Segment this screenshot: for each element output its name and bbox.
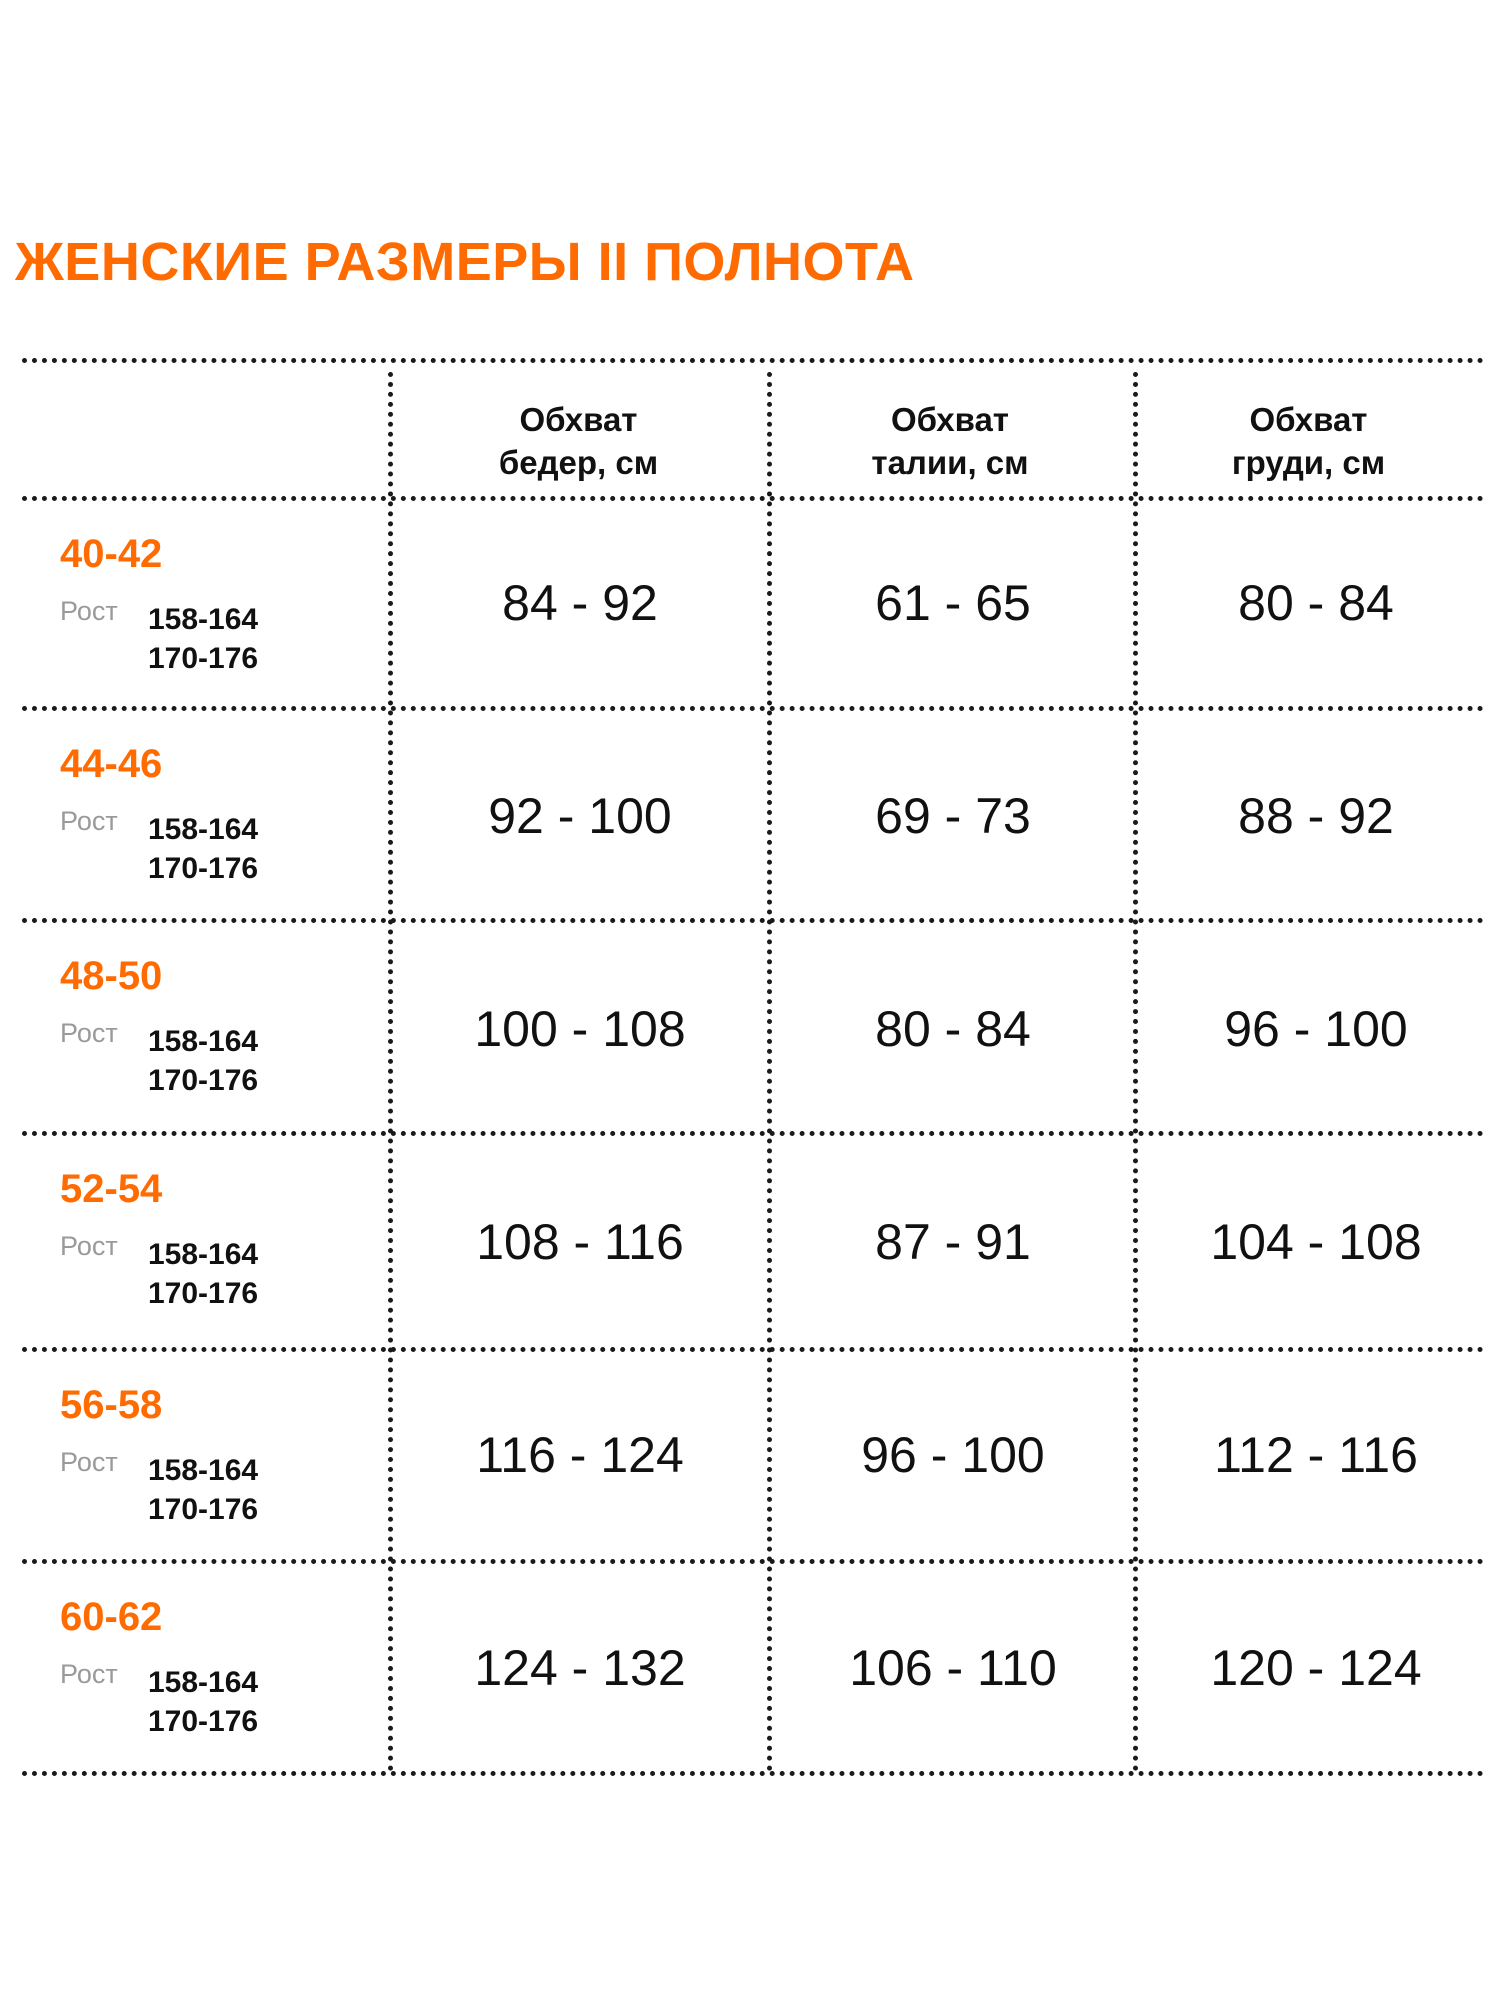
measurement-waist: 106 - 110	[849, 1640, 1057, 1696]
size-label: 56-58	[60, 1383, 163, 1427]
growth-value: 170-176	[148, 1705, 259, 1738]
measurement-chest: 120 - 124	[1210, 1640, 1422, 1696]
growth-info	[60, 804, 380, 884]
measurement-hips: 92 - 100	[488, 788, 672, 844]
measurement-chest: 112 - 116	[1214, 1427, 1418, 1483]
size-row-label	[60, 1381, 380, 1525]
size-label: 44-46	[60, 742, 163, 786]
growth-info	[60, 594, 380, 674]
growth-value: 158-164	[148, 1666, 259, 1699]
column-divider	[767, 372, 772, 1772]
row-divider	[22, 1131, 1484, 1136]
header-line: Обхват	[519, 401, 638, 438]
growth-value: 158-164	[148, 1238, 259, 1271]
growth-value: 158-164	[148, 1454, 259, 1487]
growth-label: Рост	[60, 806, 118, 836]
growth-value: 170-176	[148, 1064, 259, 1097]
growth-value: 170-176	[148, 642, 259, 675]
growth-info	[60, 1016, 380, 1096]
row-divider	[22, 706, 1484, 711]
growth-values	[148, 1022, 258, 1100]
growth-values	[148, 1663, 258, 1741]
measurement-chest: 104 - 108	[1210, 1214, 1422, 1270]
growth-values	[148, 810, 258, 888]
growth-info	[60, 1229, 380, 1309]
growth-values	[148, 1451, 258, 1529]
size-row-label	[60, 740, 380, 884]
page-title: ЖЕНСКИЕ РАЗМЕРЫ II ПОЛНОТА	[15, 232, 915, 292]
measurement-waist: 87 - 91	[875, 1214, 1031, 1270]
header-hips	[390, 386, 767, 496]
header-chest	[1133, 386, 1484, 496]
growth-info	[60, 1445, 380, 1525]
measurement-chest: 80 - 84	[1238, 575, 1394, 631]
growth-label: Рост	[60, 1659, 118, 1689]
growth-value: 158-164	[148, 813, 259, 846]
row-divider	[22, 358, 1484, 363]
size-row-label	[60, 952, 380, 1096]
size-label: 40-42	[60, 532, 163, 576]
column-divider	[1133, 372, 1138, 1772]
header-line: Обхват	[891, 401, 1009, 438]
header-line: груди, см	[1231, 444, 1386, 481]
row-divider	[22, 1771, 1484, 1776]
row-divider	[22, 1347, 1484, 1352]
measurement-waist: 80 - 84	[875, 1001, 1031, 1057]
header-waist	[767, 386, 1133, 496]
row-divider	[22, 496, 1484, 501]
measurement-waist: 96 - 100	[861, 1427, 1045, 1483]
header-line: бедер, см	[498, 444, 659, 481]
growth-info	[60, 1657, 380, 1737]
measurement-hips: 116 - 124	[476, 1427, 684, 1483]
growth-value: 158-164	[148, 1025, 259, 1058]
size-label: 48-50	[60, 954, 163, 998]
growth-label: Рост	[60, 596, 118, 626]
header-line: Обхват	[1249, 401, 1368, 438]
row-divider	[22, 918, 1484, 923]
growth-value: 170-176	[148, 1277, 259, 1310]
measurement-hips: 100 - 108	[474, 1001, 686, 1057]
size-row-label	[60, 1165, 380, 1309]
measurement-hips: 84 - 92	[502, 575, 658, 631]
size-label: 60-62	[60, 1595, 163, 1639]
column-divider	[388, 372, 393, 1772]
size-row-label	[60, 530, 380, 674]
size-label: 52-54	[60, 1167, 163, 1211]
measurement-waist: 69 - 73	[875, 788, 1031, 844]
header-line: талии, см	[871, 444, 1029, 481]
measurement-waist: 61 - 65	[875, 575, 1031, 631]
row-divider	[22, 1559, 1484, 1564]
growth-label: Рост	[60, 1018, 118, 1048]
growth-values	[148, 1235, 258, 1313]
growth-values	[148, 600, 258, 678]
growth-value: 158-164	[148, 603, 259, 636]
growth-label: Рост	[60, 1231, 118, 1261]
size-row-label	[60, 1593, 380, 1737]
growth-value: 170-176	[148, 852, 259, 885]
growth-label: Рост	[60, 1447, 118, 1477]
measurement-chest: 88 - 92	[1238, 788, 1394, 844]
growth-value: 170-176	[148, 1493, 259, 1526]
measurement-chest: 96 - 100	[1224, 1001, 1408, 1057]
measurement-hips: 124 - 132	[474, 1640, 686, 1696]
measurement-hips: 108 - 116	[476, 1214, 684, 1270]
